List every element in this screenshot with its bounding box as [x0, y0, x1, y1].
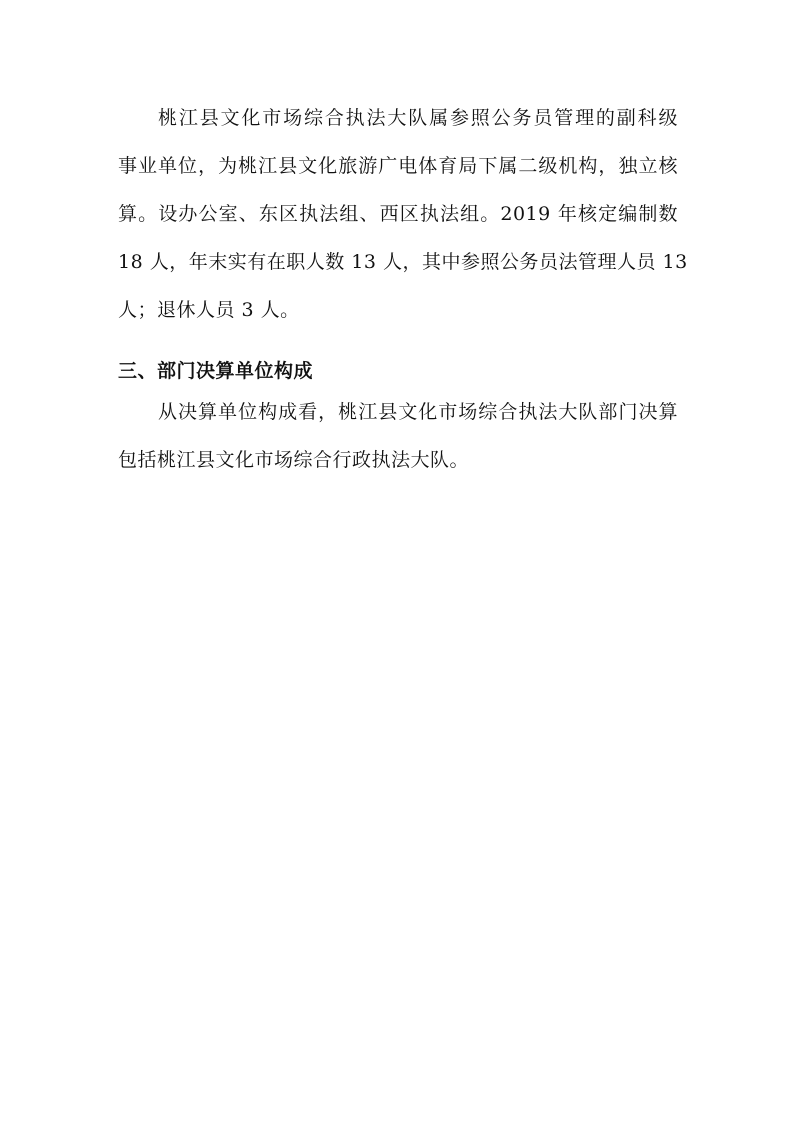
paragraph-line: 事业单位，为桃江县文化旅游广电体育局下属二级机构，独立核 [118, 155, 678, 177]
unit-overview-paragraph [118, 94, 688, 334]
unit-composition-paragraph [118, 388, 678, 484]
paragraph-line: 算。设办公室、东区执法组、西区执法组。2019 年核定编制数 [118, 203, 678, 225]
paragraph-line: 人；退休人员 3 人。 [118, 299, 300, 321]
paragraph-line: 18 人，年末实有在职人数 13 人，其中参照公务员法管理人员 13 [118, 251, 688, 273]
paragraph-line: 包括桃江县文化市场综合行政执法大队。 [118, 449, 470, 471]
paragraph-line: 桃江县文化市场综合执法大队属参照公务员管理的副科级 [158, 107, 678, 129]
paragraph-line: 从决算单位构成看，桃江县文化市场综合执法大队部门决算 [158, 401, 678, 423]
section-heading: 三、部门决算单位构成 [118, 360, 314, 382]
